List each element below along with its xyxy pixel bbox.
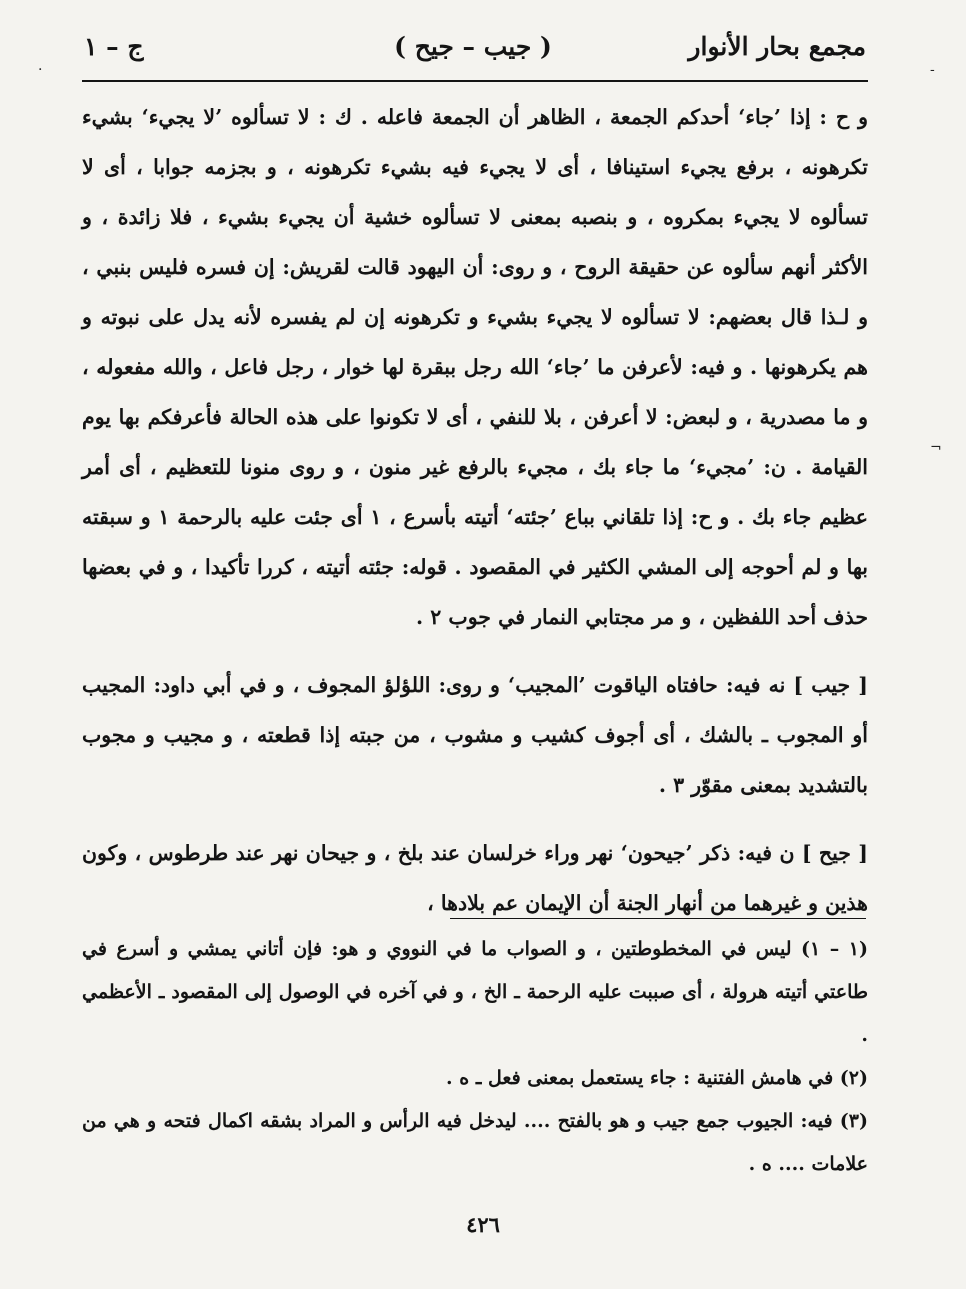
running-header [80,26,866,74]
footnote-divider [450,918,866,919]
margin-dash-mark: - [930,62,935,78]
footnote-1: (١ – ١) ليس في المخطوطتين ، و الصواب ما في النووي و هو: فإن أتاني يمشي و أسرع في طاعتي أتيته هرولة ، أى صببت عليه الرحمة ـ الخ ، و في آخره في الوصول إلى المقصود ـ الأعظمي . [82,938,868,1046]
book-title: مجمع بحار الأنوار [688,32,866,61]
paragraph-jaa: و ح : إذا ’جاء‘ أحدكم الجمعة ، الظاهر أن الجمعة فاعله . ك : لا تسألوه ’لا يجيء‘ بشيء تكرهونه ، برفع يجيء استينافا ، أى لا يجيء فيه بشيء تكرهونه ، و بجزمه جوابا ، أى لا تسألوه لا يجيء بمكروه ، و بنصبه بمعنى لا تسألوه خشية أن يجيء بشيء ، فلا زائدة ، و الأكثر أنهم سألوه عن حقيقة الروح ، و روى: أن اليهود قالت لقريش: إن فسره فليس بنبي ، و لـذا قال بعضهم: لا تسألوه لا يجيء بشيء و تكرهونه إن لم يفسره لأنه يدل على نبوته و هم يكرهونها . و فيه: لأعرفن ما ’جاء‘ الله رجل ببقرة لها خوار ، رجل فاعل ، والله مفعوله ، و ما مصدرية ، و لبعض: لا أعرفن ، بلا للنفي ، أى لا تكونوا على هذه الحالة فأعرفكم بها يوم القيامة . ن: ’مجيء‘ ما جاء بك ، مجيء بالرفع غير منون ، و روى منونا للتعظيم ، أى أمر عظيم جاء بك . و ح: إذا تلقاني بباع ’جئته‘ أتيته بأسرع ، ١ أى جئت عليه بالرحمة ١ و سبقته بها و لم أحوجه إلى المشي الكثير في المقصود . قوله: جئته أتيته ، كررا تأكيدا ، و في بعضها حذف أحد اللفظين ، و مر مجتابي النمار في جوب ٢ . [82,105,868,629]
footnote-3: (٣) فيه: الجيوب جمع جيب و هو بالفتح .... ليدخل فيه الرأس و المراد بشقه اكمال فتحه و هي من علامات .... ه . [82,1110,869,1175]
margin-tick-mark: ¬ [930,440,942,456]
footnotes [82,928,868,1186]
header-divider [82,80,868,82]
paragraph-jayh: [ جيح ] ن فيه: ذكر ’جيحون‘ نهر وراء خرلسان عند بلخ ، و جيحان نهر عند طرطوس ، وكون هذين و غيرهما من أنهار الجنة أن الإيمان عم بلادها ، [82,841,868,915]
footnote-2: (٢) في هامش الفتنية : جاء يستعمل بمعنى فعل ـ ه . [446,1067,868,1089]
entry-range: ( جيب – جيح ) [394,32,552,61]
volume-number: ج – ١ [84,32,144,61]
main-text [82,92,868,928]
paragraph-jayb: [ جيب ] نه فيه: حافتاه الياقوت ’المجيب‘ و روى: اللؤلؤ المجوف ، و في أبي داود: المجيب أو المجوب ـ بالشك ، أى أجوف كشيب و مشوب ، من جبته إذا قطعته ، و مجيب و مجوب بالتشديد بمعنى مقوّر ٣ . [82,673,868,797]
page-number: ٤٢٦ [466,1212,500,1237]
margin-dot-mark: . [38,58,43,74]
